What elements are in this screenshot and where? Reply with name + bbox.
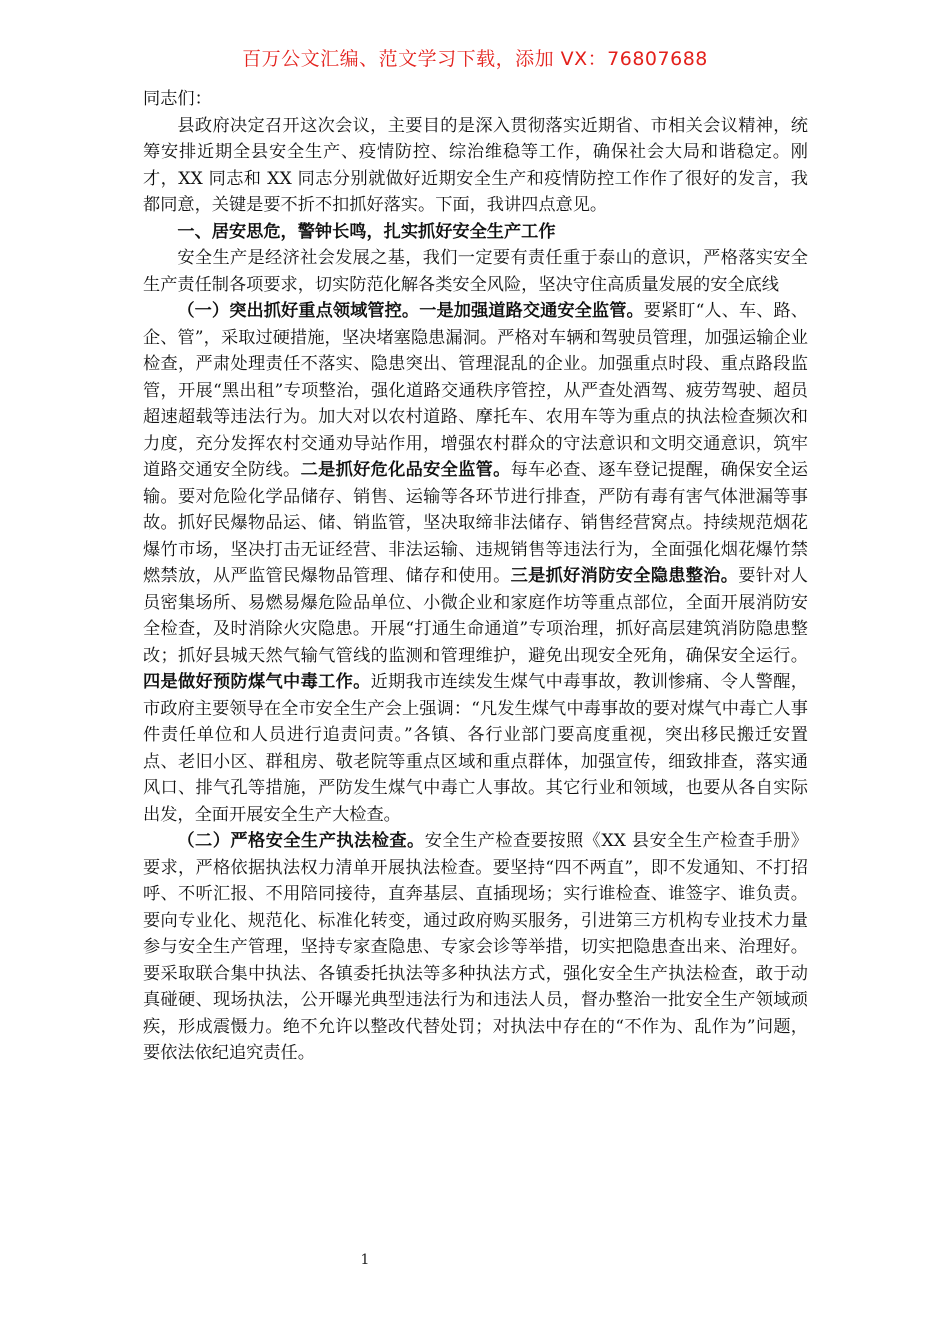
subsection-2-paragraph <box>143 828 808 1067</box>
salutation: 同志们： <box>143 89 212 109</box>
subsection-2-text: 安全生产检查要按照《XX 县安全生产检查手册》要求，严格依据执法权力清单开展执法检查。要坚持“四不两直”，即不发通知、不打招呼、不听汇报、不用陪同接待，直奔基层、直插现场；实行谁检查、谁签字、谁负责。要向专业化、规范化、标准化转变，通过政府购买服务，引进第三方机构专业技术力量参与安全生产管理，坚持专家查隐患、专家会诊等举措，切实把隐患查出来、治理好。要采取联合集中执法、各镇委托执法等多种执法方式，强化安全生产执法检查，敢于动真碰硬、现场执法，公开曝光典型违法行为和违法人员，督办整治一批安全生产领域顽疾，形成震慑力。绝不允许以整改代替处罚；对执法中存在的“不作为、乱作为”问题，要依法依纪追究责任。 <box>143 831 808 1063</box>
point-4-text: 近期我市连续发生煤气中毒事故，教训惨痛、令人警醒，市政府主要领导在全市安全生产会上强调：“凡发生煤气中毒事故的要对煤气中毒亡人事件责任单位和人员进行追责问责。”各镇、各行业部门要高度重视，突出移民搬迁安置点、老旧小区、群租房、敬老院等重点区域和重点群体，加强宣传，细致排查，落实通风口、排气孔等措施，严防发生煤气中毒亡人事故。其它行业和领域，也要从各自实际出发，全面开展安全生产大检查。 <box>143 672 808 825</box>
point-3-text: 要针对人员密集场所、易燃易爆危险品单位、小微企业和家庭作坊等重点部位，全面开展消防安全检查，及时消除火灾隐患。开展“打通生命通道”专项治理，抓好高层建筑消防隐患整改；抓好县城天然气输气管线的监测和管理维护，避免出现安全死角，确保安全运行。 <box>143 566 808 666</box>
point-1-text: 要紧盯“人、车、路、企、管”，采取过硬措施，坚决堵塞隐患漏洞。严格对车辆和驾驶员管理，加强运输企业检查，严肃处理责任不落实、隐患突出、管理混乱的企业。加强重点时段、重点路段监管，开展“黑出租”专项整治，强化道路交通秩序管控，从严查处酒驾、疲劳驾驶、超员超速超载等违法行为。加大对以农村道路、摩托车、农用车等为重点的执法检查频次和力度，充分发挥农村交通劝导站作用，增强农村群众的守法意识和文明交通意识，筑牢道路交通安全防线。 <box>143 301 808 480</box>
intro-paragraph: 县政府决定召开这次会议，主要目的是深入贯彻落实近期省、市相关会议精神，统筹安排近期全县安全生产、疫情防控、综治维稳等工作，确保社会大局和谐稳定。刚才，XX 同志和 XX 同志分别就做好近期安全生产和疫情防控工作作了很好的发言，我都同意，关键是要不折不扣抓好落实。下面，我讲四点意见。 <box>143 115 808 215</box>
point-2-text: 每车必查、逐车登记提醒，确保安全运输。要对危险化学品储存、销售、运输等各环节进行排查，严防有毒有害气体泄漏等事故。抓好民爆物品运、储、销监管，坚决取缔非法储存、销售经营窝点。持续规范烟花爆竹市场，坚决打击无证经营、非法运输、违规销售等违法行为，全面强化烟花爆竹禁燃禁放，从严监管民爆物品管理、储存和使用。 <box>143 460 808 586</box>
subsection-1-title: （一）突出抓好重点领域管控。 <box>177 301 420 321</box>
document-body <box>143 86 808 1067</box>
point-2-title: 二是抓好危化品安全监管。 <box>300 460 511 480</box>
section-heading: 一、居安思危，警钟长鸣，扎实抓好安全生产工作 <box>177 221 556 242</box>
point-3-title: 三是抓好消防安全隐患整治。 <box>510 566 739 586</box>
section-lead-paragraph: 安全生产是经济社会发展之基，我们一定要有责任重于泰山的意识，严格落实安全生产责任制各项要求，切实防范化解各类安全风险，坚决守住高质量发展的安全底线 <box>143 248 808 295</box>
subsection-2-title: （二）严格安全生产执法检查。 <box>177 831 425 851</box>
subsection-1-paragraph <box>143 298 808 828</box>
point-4-title: 四是做好预防煤气中毒工作。 <box>143 672 371 692</box>
promo-banner: 百万公文汇编、范文学习下载，添加 VX：76807688 <box>242 48 708 70</box>
point-1-title: 一是加强道路交通安全监管。 <box>419 301 644 321</box>
page-number: 1 <box>360 1252 370 1268</box>
